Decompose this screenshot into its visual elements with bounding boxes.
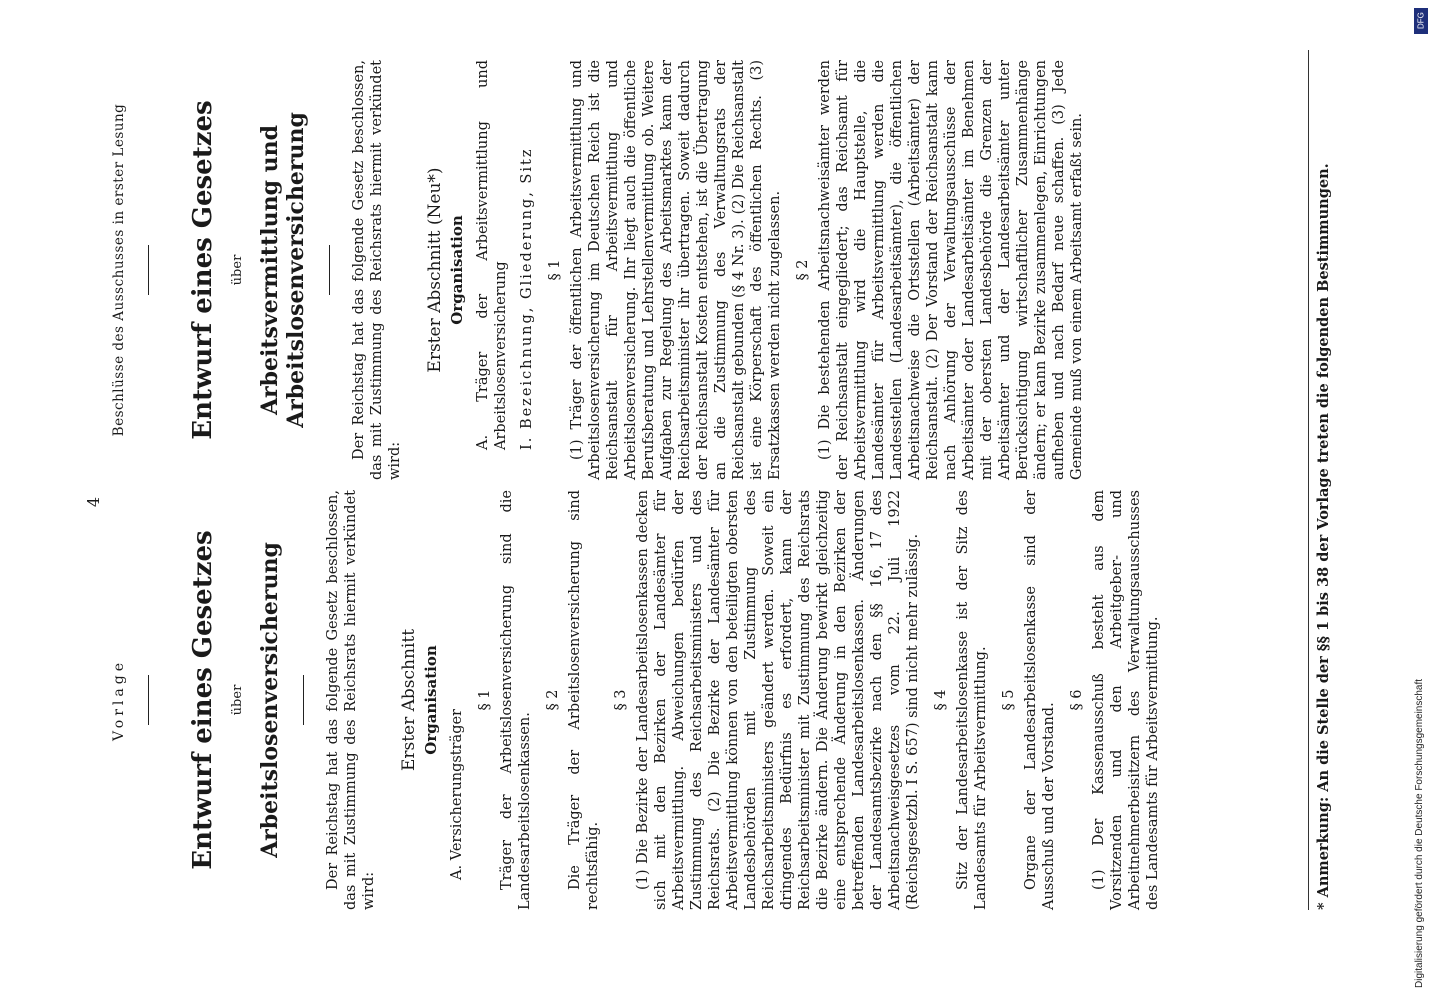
- section-subheading: Organisation: [422, 645, 440, 755]
- paragraph-text: (1) Träger der öffentlichen Arbeitsvermittlung und Arbeitslosenversicherung im Deutschen Reich ist die Reichsanstalt für Arbeitsvermittlung und Arbeitslosenversicherung. Ihr liegt auch die öffentliche Berufsberatung und Lehrstellenvermittlung ob. Weitere Aufgaben zur Regelung des Arbeitsmarktes kann der Reichsarbeitsminister ihr übertragen. Soweit dadurch der Reichsanstalt Kosten entstehen, ist die Übertragung an die Zustimmung des Verwaltungsrats der Reichsanstalt gebunden (§ 4 Nr. 3). (2) Die Reichsanstalt ist eine Körperschaft des öffentlichen Rechts. (3) Ersatzkassen werden nicht zugelassen.: [569, 60, 783, 480]
- dfg-logo: DFG: [1414, 8, 1428, 34]
- paragraph-text: Sitz der Landesarbeitslosenkasse ist der Sitz des Landesamts für Arbeitsvermittlung.: [955, 490, 989, 910]
- divider: [303, 675, 304, 725]
- section-heading: Erster Abschnitt (Neu*): [425, 167, 445, 373]
- paragraph: [546, 60, 784, 480]
- paragraph-text: Die Träger der Arbeitslosenversicherung sind rechtsfähig.: [567, 490, 601, 910]
- paragraph-text: (1) Die bestehenden Arbeitsnachweisämter werden der Reichsanstalt eingegliedert; das Reichsamt für Arbeitsvermittlung wird die Hauptstelle, die Landesämter für Arbeitsvermittlung werden die Landesstellen (Landesarbeitsämter), die öffentlichen Arbeitsnachweise die Ortsstellen (Arbeitsämter) der Reichsanstalt. (2) Der Vorstand der Reichsanstalt kann nach Anhörung der Verwaltungsausschüsse der Arbeitsämter oder Landesarbeitsämter im Benehmen mit der obersten Landesbehörde die Grenzen der Arbeitsämter und der Landesarbeitsämter unter Berücksichtigung wirtschaftlicher Zusammenhänge ändern; er kann Bezirke zusammenlegen, Einrichtungen aufheben und nach Bedarf neue schaffen. (3) Jede Gemeinde muß von einem Arbeitsamt erfaßt sein.: [817, 60, 1085, 480]
- law-title: Entwurf eines Gesetzes: [188, 530, 218, 870]
- paragraph-number: § 6: [1069, 689, 1085, 711]
- law-subject-line2: Arbeitslosenversicherung: [283, 112, 309, 428]
- column-header: Vorlage: [111, 658, 127, 742]
- law-subject-line1: Arbeitsvermittlung und: [257, 124, 283, 416]
- paragraph: [476, 490, 534, 910]
- paragraph-text: Organe der Landesarbeitslosenkasse sind der Ausschuß und der Vorstand.: [1023, 490, 1057, 910]
- subsection-heading: A. Versicherungsträger: [449, 709, 465, 880]
- digitization-credit: Digitalisierung gefördert durch die Deutsche Forschungsgemeinschaft: [1414, 678, 1425, 988]
- section-heading: Erster Abschnitt: [399, 628, 419, 772]
- subsection-heading: A. Träger der Arbeitsvermittlung und Arbeitslosenversicherung: [475, 60, 509, 450]
- paragraph: [932, 490, 990, 910]
- paragraph-number: § 2: [545, 689, 561, 711]
- column-header: Beschlüsse des Ausschusses in erster Lesung: [111, 103, 127, 437]
- column-beschluesse: [72, 60, 1362, 480]
- title-connector: über: [230, 684, 245, 716]
- rotated-document: [72, 0, 1362, 1000]
- footnote: * Anmerkung: An die Stelle der §§ 1 bis 38 der Vorlage treten die folgenden Bestimmungen.: [1308, 50, 1332, 910]
- preamble: Der Reichstag hat das folgende Gesetz beschlossen, das mit Zustimmung des Reichsrats hiermit verkündet wird:: [325, 490, 377, 910]
- column-vorlage: [72, 490, 1362, 910]
- paragraph: [1068, 490, 1162, 910]
- paragraph-text: (1) Die Bezirke der Landesarbeitslosenkassen decken sich mit den Bezirken der Landesämter für Arbeitsvermittlung. Abweichungen bedürfen der Zustimmung des Reichsarbeitsministers und des Reichsrats. (2) Die Bezirke der Landesämter für Arbeitsvermittlung können von den beteiligten obersten Landesbehörden mit Zustimmung des Reichsarbeitsministers geändert werden. Soweit ein dringendes Bedürfnis es erfordert, kann der Reichsarbeitsminister mit Zustimmung des Reichsrats die Bezirke ändern. Die Änderung bewirkt gleichzeitig eine entsprechende Änderung in den Bezirken der betreffenden Landesarbeitslosenkassen. Änderungen der Landesamtsbezirke nach den §§ 16, 17 des Arbeitsnachweisgesetzes vom 22. Juli 1922 (Reichsgesetzbl. I S. 657) sind nicht mehr zulässig.: [635, 490, 921, 910]
- preamble: Der Reichstag hat das folgende Gesetz beschlossen, das mit Zustimmung des Reichsrats hiermit verkündet wird:: [351, 60, 403, 480]
- paragraph: [544, 490, 602, 910]
- paragraph-text: (1) Der Kassenausschuß besteht aus dem Vorsitzenden und den Arbeitgeber- und Arbeitnehmerbeisitzern des Verwaltungsausschusses des Landesamts für Arbeitsvermittlung.: [1091, 490, 1161, 910]
- paragraph: [612, 490, 922, 910]
- law-subject: Arbeitslosenversicherung: [257, 542, 283, 858]
- divider: [148, 245, 149, 295]
- section-subheading: Organisation: [448, 215, 466, 325]
- paragraph: [794, 60, 1086, 480]
- paragraph-number: § 1: [477, 689, 493, 711]
- paragraph-number: § 4: [933, 689, 949, 711]
- paragraph-number: § 1: [547, 259, 563, 281]
- title-connector: über: [230, 254, 245, 286]
- divider: [148, 675, 149, 725]
- paragraph-number: § 3: [613, 689, 629, 711]
- dfg-sidebar: [1414, 8, 1428, 988]
- subsection-subheading: I. Bezeichnung, Gliederung, Sitz: [519, 147, 535, 450]
- law-title: Entwurf eines Gesetzes: [188, 100, 218, 440]
- paragraph: [1000, 490, 1058, 910]
- paragraph-number: § 2: [795, 259, 811, 281]
- divider: [329, 245, 330, 295]
- page-number: 4: [84, 496, 103, 508]
- paragraph-text: Träger der Arbeitslosenversicherung sind die Landesarbeitslosenkassen.: [499, 490, 533, 910]
- paragraph-number: § 5: [1001, 689, 1017, 711]
